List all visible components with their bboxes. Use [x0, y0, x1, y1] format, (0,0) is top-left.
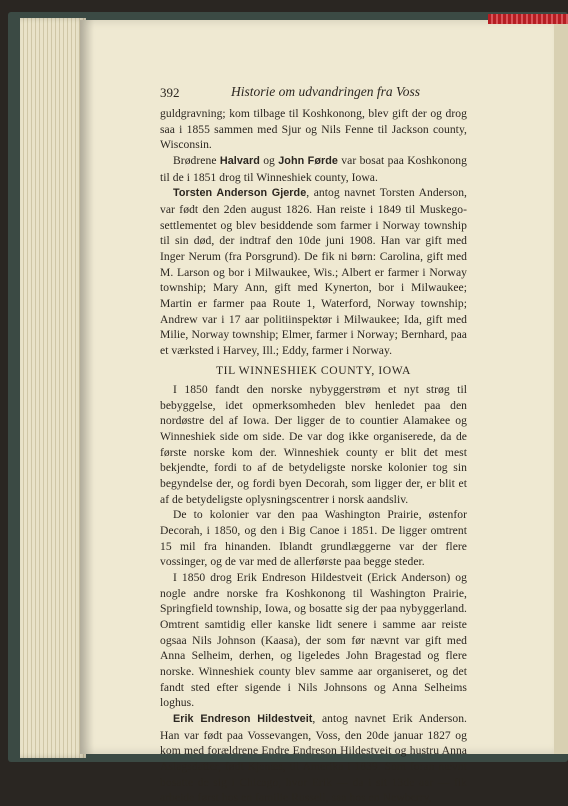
paragraph	[160, 153, 467, 185]
bold-name: Erik Endreson Hildestveit	[173, 712, 313, 725]
running-head: Historie om udvandringen fra Voss	[231, 84, 420, 99]
paragraph: guldgravning; kom tilbage til Koshkonong, blev gift der og drog saa i 1855 sammen med Sjur og Nils Fenne til Jackson county, Wisconsin.	[160, 107, 467, 152]
page-number: 392	[160, 85, 180, 100]
text-run: var bosat paa Koshkonong til de i 1851 drog til Winneshiek county, Iowa.	[160, 153, 467, 184]
paragraph	[160, 711, 467, 806]
page-text	[160, 106, 467, 806]
paragraph: I 1850 drog Erik Endreson Hildestveit (Erick Anderson) og nogle andre norske fra Koshkonong til Washington Prairie, Springfield township, Iowa, og bosatte sig der paa nybyggerland. Omtrent samtidig eller kanske lidt senere i samme aar reiste ogsaa Nils Johnson (Kaasa), der som før nævnt var gift med Anna Selheim, derhen, og ligeledes John Bragestad og flere norske. Winneshiek county blev samme aar organiseret, og det fandt sted efter sigende i Nils Johnsons og Anna Selheims loghus.	[160, 571, 467, 710]
paragraph: I 1850 fandt den norske nybyggerstrøm et nyt strøg til bebyggelse, idet opmerksomheden blev henledet paa den nordøstre del af Iowa. Der ligger de to countier Alamakee og Winneshiek side om side. De var dog ikke organiserede, da de første norske kom der. Winneshiek county er blit det mest bekjendte, fordi to af de betydeligste norske kolonier tog sin begyndelse der, og fordi byen Decorah, som ligger der, er blit et af de betydeligste oplysningscentrer i norsk aandsliv.	[160, 383, 467, 506]
paragraph	[160, 185, 467, 358]
bookmark-ribbon	[488, 14, 568, 24]
bold-name: John Førde	[278, 154, 338, 167]
bold-name: Halvard	[219, 154, 260, 167]
text-run: , antog navnet Erik Anderson. Han var født paa Vossevangen, Voss, den 20de januar 1827 og kom med forældrene Endre Endreson Hildestveit og hustru Anna Aslagsdatter, født Kjenæs, til Amerika i 1839. Som foran nævnt bosatte de sig i Chicago, hvor Erik — da i sit 13de aar — fik arbeide først hos en familie Russell, saa hos en Newberry,	[160, 711, 467, 805]
page-edges	[20, 18, 86, 758]
text-run: og	[259, 153, 279, 167]
text-run: Brødrene	[173, 153, 220, 167]
page-right-edge	[554, 20, 568, 754]
paragraph: De to kolonier var den paa Washington Prairie, østenfor Decorah, i 1850, og den i Big Canoe i 1851. De ligger omtrent 15 mil fra hinanden. Iblandt grundlæggerne var der flere vossinger, og de var med de allerførste paa begge steder.	[160, 508, 467, 569]
bold-name: Torsten Anderson Gjerde	[173, 187, 307, 200]
section-heading: TIL WINNESHIEK COUNTY, IOWA	[215, 363, 412, 377]
gutter-shadow	[80, 20, 94, 754]
text-run: , antog navnet Torsten Anderson, var født den 2den august 1826. Han reiste i 1849 til Muskego-settlementet og blev besiddende som farmer i Norway township til sin død, der indtraf den 10de juni 1908. Han var gift med Inger Nerum (fra Porsgrund). De fik ni børn: Carolina, gift med M. Larson og bor i Milwaukee, Wis.; Albert er farmer i Norway township; Mary Ann, gift med Kynerton, bor i Milwaukee; Martin er farmer paa Route 1, Waterford, Norway township; Andrew var i 17 aar politiinspektør i Milwaukee; Ida, gift med Milie, Norway township; Elmer, farmer i Norway; Bernhard, paa et værksted i Harvey, Ill.; Eddy, farmer i Norway.	[160, 186, 467, 357]
